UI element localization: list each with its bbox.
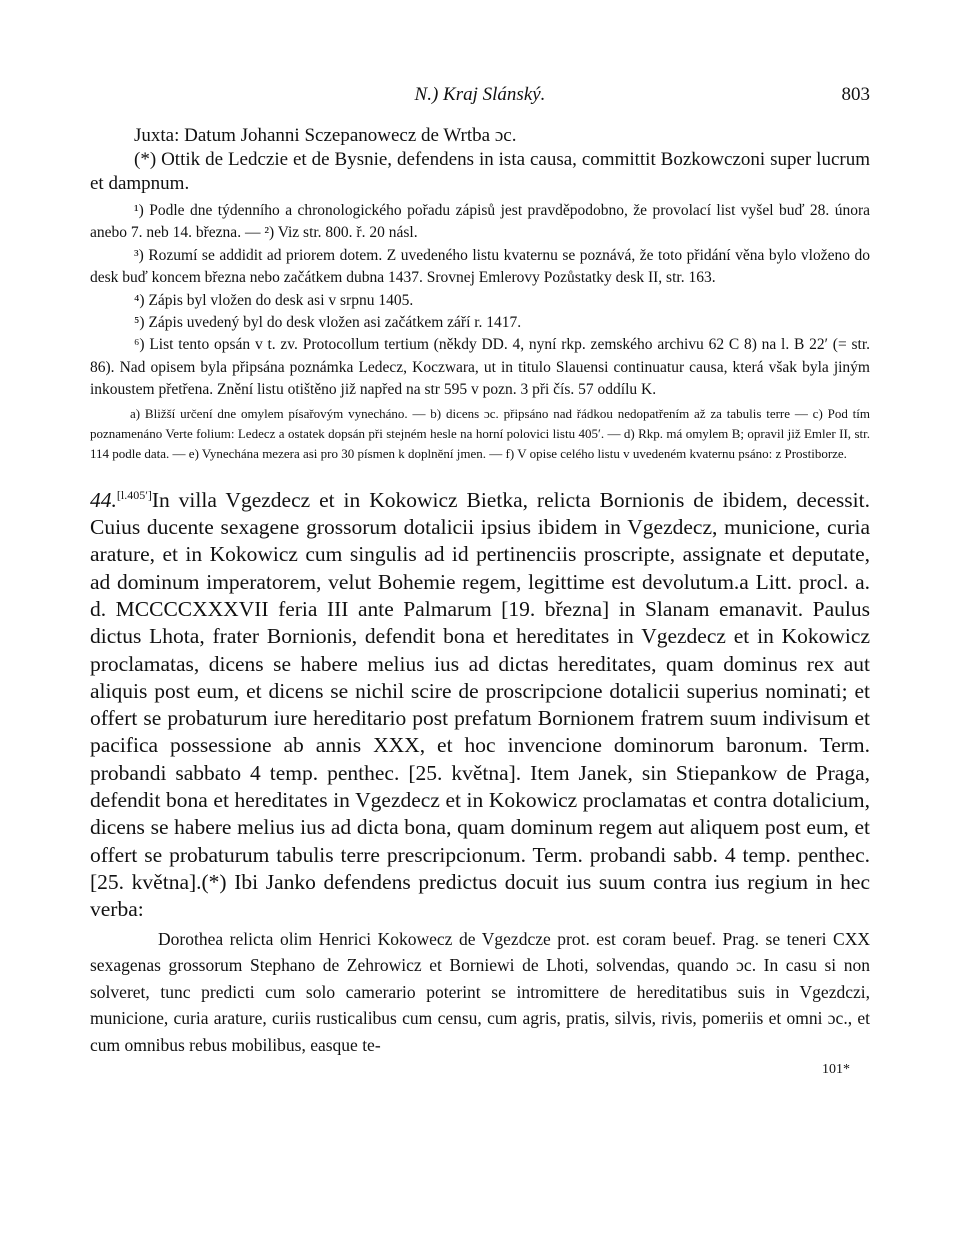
entry-number: 44. [90,487,117,512]
continuation-text [90,124,870,196]
footnote: ¹) Podle dne týdenního a chronologického pořadu zápisů jest pravděpodobno, že provolací list vyšel buď 28. února anebo 7. neb 14. března. — ²) Viz str. 800. ř. 20 násl. [90,202,870,242]
quoted-text: Dorothea relicta olim Henrici Kokowecz de Vgezdcze prot. est coram beuef. Prag. se teneri CXX sexagenas grossorum Stephano de Zehrowicz et Borniewi de Lhoti, solvendas, quando ɔc. In casu si non solveret, tunc predicti cum solo camerario poterint se intromittere de hereditatibus suis in Vgezdczi, municione, curia arature, curiis rusticalibus cum censu, cum agris, pratis, silvis, rivis, pomeriis et omni ɔc., et cum omnibus rebus mobilibus, easque te- [90,928,870,1055]
running-head-title: N.) Kraj Slánský. [414,84,546,105]
signature-mark: 101* [822,1062,850,1078]
footnotes [90,200,870,402]
footnote: ⁵) Zápis uvedený byl do desk vložen asi začátkem září r. 1417. [134,314,522,332]
running-head [90,70,870,110]
ottik-line: (*) Ottik de Ledczie et de Bysnie, defendens in ista causa, committit Bozkowczoni super lucrum et dampnum. [90,149,870,194]
critical-apparatus [90,404,870,464]
page [90,70,870,1078]
entry-text: In villa Vgezdecz et in Kokowicz Bietka, relicta Bornionis de ibidem, decessit. Cuius ducente sexagene grossorum dotalicii ipsius ibidem in Vgezdecz, municione, curia arature, et in Kokowicz cum singulis ad id pertinenciis proscripte, assignate et deputate, ad dominum imperatorem, velut Bohemie regem, legittime est devolutum.a Litt. procl. a. d. MCCCCXXXVII feria III ante Palmarum [19. března] in Slanam emanavit. Paulus dictus Lhota, frater Bornionis, defendit bona et hereditates in Vgezdecz et in Kokowicz proclamatas, dicens se habere melius ius ad dictas hereditates, quam dominus rex aut aliquis post eum, et dicens se nichil scire de proscripcione dotalicii superius nominati; et offert se probaturum iure hereditario post prefatum Bornionem fratrem suum indivisum et pacifica possessione ab annis XXX, et hoc invencione dominorum baronum. Term. probandi sabbato 4 temp. penthec. [25. května]. Item Janek, sin Stiepankow de Praga, defendit bona et hereditates in Vgezdecz et in Kokowicz proclamatas et contra dotalicium, dicens se habere melius ius ad dicta bona, quam dominum regem aut aliquem post eum, et offert se probaturum tabulis terre prescripcionum. Term. probandi sabb. 4 temp. penthec. [25. května].(*) Ibi Janko defendens predictus docuit ius suum contra ius regium in hec verba: [90,487,870,922]
critical-notes: a) Bližší určení dne omylem písařovým vynecháno. — b) dicens ɔc. připsáno nad řádkou nedopatřením až za tabulis terre — c) Pod tím poznamenáno Verte folium: Ledecz a ostatek dopsán při stejném hesle na horní polovici listu 405′. — d) Rkp. má omylem B; opravil již Emler II, str. 114 podle data. — e) Vynechána mezera asi pro 30 písmen k doplnění jmen. — f) V opise celého listu v uvedeném kvaternu psáno: z Prostiborze. [90,405,870,461]
footnote: ⁶) List tento opsán v t. zv. Protocollum tertium (někdy DD. 4, nyní rkp. zemského archivu 62 C 8) na l. B 22′ (= str. 86). Nad opisem byla připsána poznámka Ledecz, Koczwara, ut in titulo Slauensi continuatur causa, která však byla jiným inkoustem přetřena. Znění listu otištěno již napřed na str 595 v pozn. 3 při čís. 57 oddílu K. [90,336,870,399]
page-number: 803 [841,84,870,105]
entry-folio: [l.405′] [116,487,152,502]
juxta-line: Juxta: Datum Johanni Sczepanowecz de Wrtba ɔc. [134,125,517,146]
quoted-record [90,926,870,1059]
entry-44 [90,482,870,924]
footnote: ³) Rozumí se addidit ad priorem dotem. Z uvedeného listu kvaternu se poznává, že toto přidání věna bylo vloženo do desk buď koncem března nebo začátkem dubna 1437. Srovnej Emlerovy Pozůstatky desk II, str. 163. [90,246,870,287]
footnote: ⁴) Zápis byl vložen do desk asi v srpnu 1405. [134,291,414,309]
